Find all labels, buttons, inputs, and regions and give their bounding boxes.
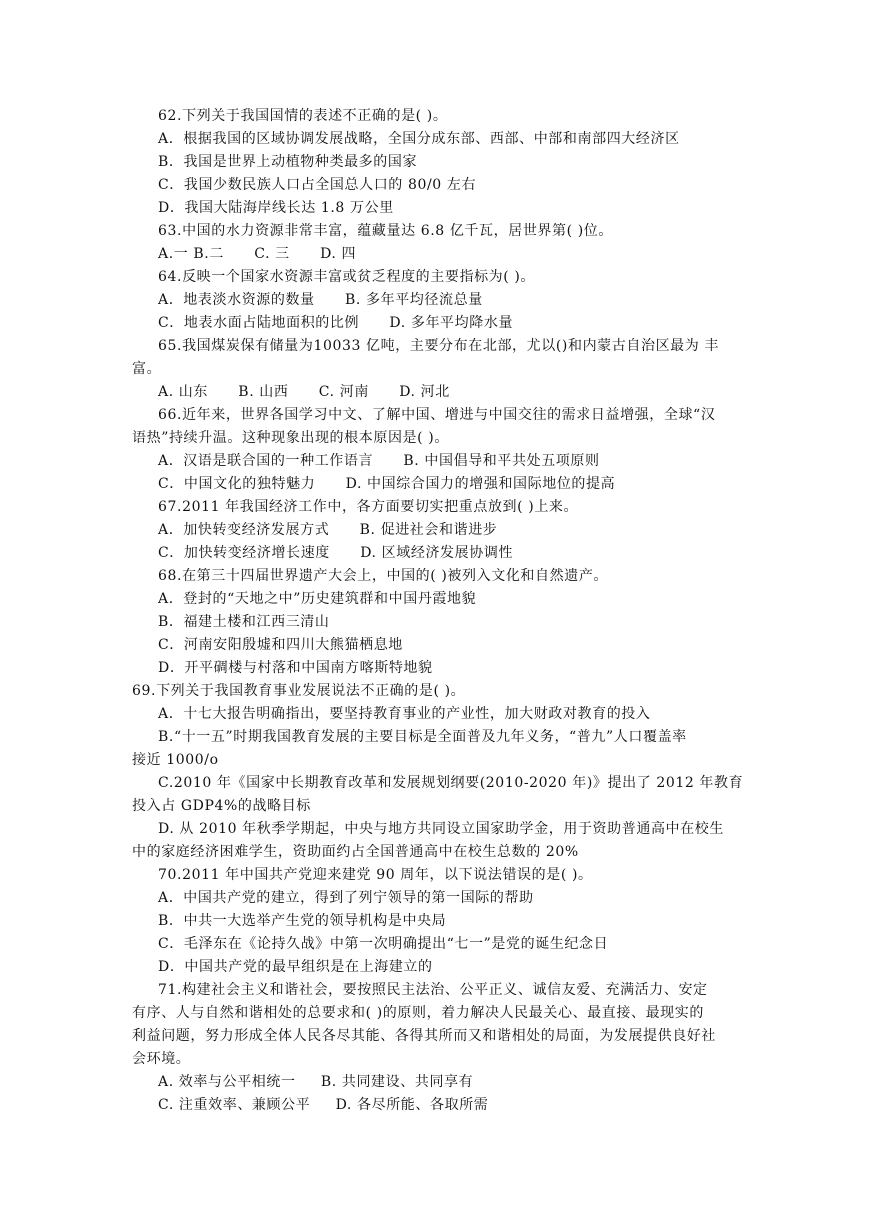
question-71-options-ab: A. 效率与公平相统一 B. 共同建设、共同享有	[158, 1074, 474, 1090]
question-67-options-ab: A．加快转变经济发展方式 B. 促进社会和谐进步	[158, 522, 498, 538]
question-68-option-d: D．开平碉楼与村落和中国南方喀斯特地貌	[158, 660, 433, 676]
question-71-stem-cont-3: 会环境。	[132, 1051, 191, 1067]
question-71-stem-cont-2: 利益问题，努力形成全体人民各尽其能、各得其所而又和谐相处的局面，为发展提供良好社	[132, 1028, 716, 1044]
question-69-option-c: C.2010 年《国家中长期教育改革和发展规划纲要(2010-2020 年)》提出了 2012 年教育	[158, 775, 744, 791]
question-70-option-c: C．毛泽东在《论持久战》中第一次明确提出“七一”是党的诞生纪念日	[158, 936, 609, 952]
question-65-options: A. 山东 B. 山西 C. 河南 D. 河北	[158, 384, 450, 400]
question-62-option-a: A．根据我国的区域协调发展战略，全国分成东部、西部、中部和南部四大经济区	[158, 131, 680, 147]
question-69-stem: 69.下列关于我国教育事业发展说法不正确的是( )。	[132, 683, 466, 699]
question-70-option-a: A．中国共产党的建立，得到了列宁领导的第一国际的帮助	[158, 890, 534, 906]
question-71-stem-cont-1: 有序、人与自然和谐相处的总要求和( )的原则，着力解决人民最关心、最直接、最现实的	[132, 1005, 704, 1021]
question-66-options-ab: A．汉语是联合国的一种工作语言 B. 中国倡导和平共处五项原则	[158, 453, 600, 469]
question-70-stem: 70.2011 年中国共产党迎来建党 90 周年，以下说法错误的是( )。	[158, 867, 593, 883]
question-62-stem: 62.下列关于我国国情的表述不正确的是( )。	[158, 108, 448, 124]
question-68-option-c: C．河南安阳殷墟和四川大熊猫栖息地	[158, 637, 403, 653]
question-62-option-b: B．我国是世界上动植物种类最多的国家	[158, 154, 418, 170]
question-69-option-a: A．十七大报告明确指出，要坚持教育事业的产业性，加大财政对教育的投入	[158, 706, 651, 722]
question-69-option-b-cont: 接近 1000/o	[132, 752, 219, 768]
question-64-stem: 64.反映一个国家水资源丰富或贫乏程度的主要指标为( )。	[158, 269, 536, 285]
question-62-option-c: C．我国少数民族人口占全国总人口的 80/0 左右	[158, 177, 477, 193]
question-68-option-b: B．福建土楼和江西三清山	[158, 614, 330, 630]
question-69-option-d: D. 从 2010 年秋季学期起，中央与地方共同设立国家助学金，用于资助普通高中在校生	[158, 821, 724, 837]
question-69-option-d-cont: 中的家庭经济困难学生，资助面约占全国普通高中在校生总数的 20%	[132, 844, 579, 860]
question-70-option-b: B．中共一大选举产生党的领导机构是中央局	[158, 913, 447, 929]
question-64-options-cd: C．地表水面占陆地面积的比例 D. 多年平均降水量	[158, 315, 514, 331]
question-70-option-d: D．中国共产党的最早组织是在上海建立的	[158, 959, 433, 975]
question-69-option-b: B.“十一五”时期我国教育发展的主要目标是全面普及九年义务，“普九”人口覆盖率	[158, 729, 687, 745]
question-64-options-ab: A．地表淡水资源的数量 B. 多年平均径流总量	[158, 292, 483, 308]
question-62-option-d: D．我国大陆海岸线长达 1.8 万公里	[158, 200, 394, 216]
question-65-stem: 65.我国煤炭保有储量为10033 亿吨，主要分布在北部，尤以()和内蒙古自治区最为 丰	[158, 338, 720, 354]
question-65-stem-cont: 富。	[132, 361, 162, 377]
question-66-options-cd: C．中国文化的独特魅力 D. 中国综合国力的增强和国际地位的提高	[158, 476, 616, 492]
question-63-options: A.一 B.二 C. 三 D. 四	[158, 246, 357, 262]
question-63-stem: 63.中国的水力资源非常丰富，蕴藏量达 6.8 亿千瓦，居世界第( )位。	[158, 223, 614, 239]
question-67-stem: 67.2011 年我国经济工作中，各方面要切实把重点放到( )上来。	[158, 499, 579, 515]
question-68-stem: 68.在第三十四届世界遗产大会上，中国的( )被列入文化和自然遗产。	[158, 568, 609, 584]
question-66-stem: 66.近年来，世界各国学习中文、了解中国、增进与中国交往的需求日益增强，全球“汉	[158, 407, 716, 423]
question-68-option-a: A．登封的“天地之中”历史建筑群和中国丹霞地貌	[158, 591, 477, 607]
question-66-stem-cont: 语热”持续升温。这种现象出现的根本原因是( )。	[132, 430, 449, 446]
question-71-options-cd: C. 注重效率、兼顾公平 D. 各尽所能、各取所需	[158, 1097, 489, 1113]
question-69-option-c-cont: 投入占 GDP4%的战略目标	[132, 798, 311, 814]
question-67-options-cd: C．加快转变经济增长速度 D. 区域经济发展协调性	[158, 545, 514, 561]
question-71-stem: 71.构建社会主义和谐社会，要按照民主法治、公平正义、诚信友爱、充满活力、安定	[158, 982, 708, 998]
